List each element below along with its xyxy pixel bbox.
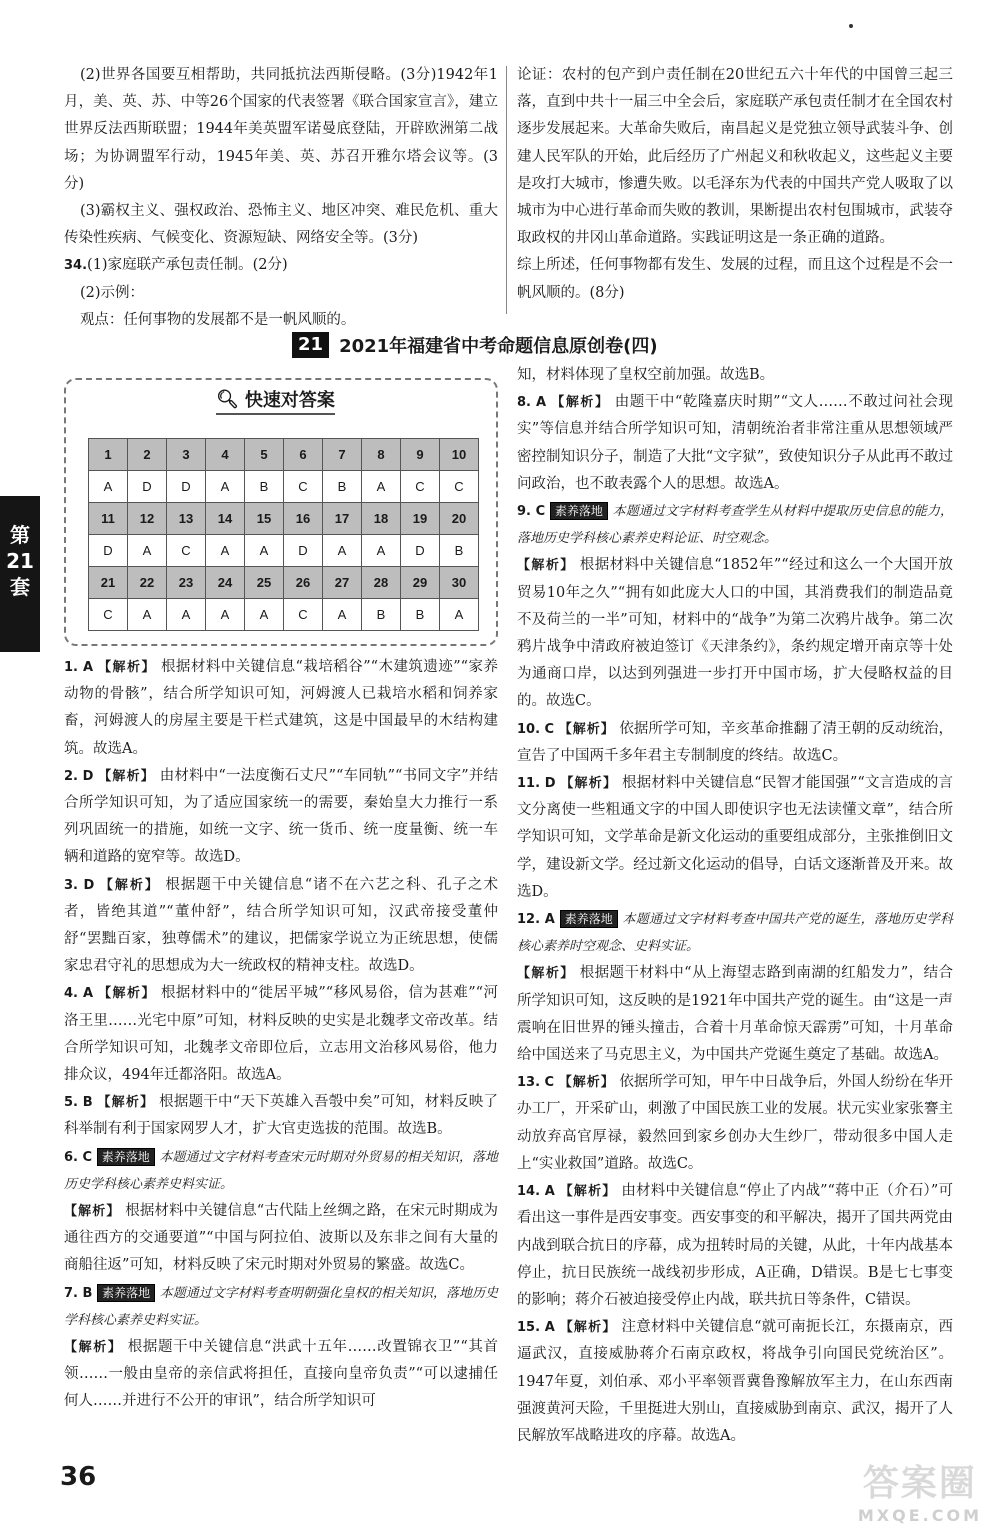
answer-item [64, 872, 498, 981]
question-number-cell: 14 [206, 503, 245, 535]
answer-text: 根据材料中关键信息“古代陆上丝绸之路，在宋元时期成为通往西方的交通要道”“中国与阿拉伯、波斯以及东非之间有大量的商船往返”可知，材料反映了宋元时期对外贸易的繁盛。故选C。 [64, 1203, 498, 1274]
answer-item [517, 498, 953, 552]
top-left-block [64, 62, 498, 334]
quick-answer-title [216, 386, 335, 412]
answer-text: 根据题干材料中“从上海望志路到南湖的红船发力”，结合所学知识可知，这反映的是1921年中国共产党的诞生。由“这是一声震响在旧世界的锤头撞击，合着十月革命惊天霹雳”可知，十月革命给中国送来了马克思主义，为中国共产党诞生奠定了基础。故选A。 [517, 965, 953, 1064]
literacy-badge: 素养落地 [97, 1148, 155, 1166]
answer-number-row [89, 439, 479, 471]
answer-item [517, 906, 953, 960]
left-answers-column [64, 654, 498, 1416]
answer-letter-row [89, 599, 479, 631]
question-number-cell: 2 [128, 439, 167, 471]
argument-paragraph: 论证：农村的包产到户责任制在20世纪五六十年代的中国曾三起三落，直到中共十一届三中全会后，家庭联产承包责任制才在全国农村逐步发展起来。大革命失败后，南昌起义是党独立领导武装斗争、创建人民军队的开始，此后经历了广州起义和秋收起义，这些起义主要是攻打大城市，惨遭失败。以毛泽东为代表的中国共产党人吸取了以城市为中心进行革命而失败的教训，果断提出农村包围城市，武装夺取政权的井冈山革命道路。实践证明这是一条正确的道路。 [517, 67, 953, 247]
answer-text: 依据所学可知，辛亥革命推翻了清王朝的反动统治，宣告了中国两千多年君主专制制度的终结。故选C。 [517, 720, 954, 764]
answer-number: 8. A [517, 395, 547, 411]
section-title [292, 330, 658, 360]
answer-letter-cell: D [284, 535, 323, 567]
question-number-cell: 20 [440, 503, 479, 535]
answer-letter-cell: A [245, 599, 284, 631]
answer-text: 根据材料中关键信息“栽培稻谷”“木建筑遗迹”“家养动物的骨骸”，结合所学知识可知，河姆渡人已栽培水稻和饲养家畜，河姆渡人的房屋主要是干栏式建筑，这是中国最早的木结构建筑。故选A。 [64, 659, 498, 757]
question-number: 34. [64, 258, 88, 274]
answer-text: 由材料中关键信息“停止了内战”“蒋中正（介石）”可看出这一事件是西安事变。西安事变的和平解决，揭开了国共两党由内战到联合抗日的序幕，成为扭转时局的关键，从此，十年内战基本停止，抗日民族统一战线初步形成，A正确，D错误。B是七七事变的影响；蒋介石被迫接受停止内战，联共抗日等条件，C错误。 [517, 1183, 954, 1308]
answer-letter-cell: A [89, 471, 128, 503]
answer-letter-cell: B [362, 599, 401, 631]
answer-34-part1 [64, 252, 498, 279]
answer-text: 根据题干中关键信息“诸不在六艺之科、孔子之术者，皆绝其道”“董仲舒”，结合所学知识可知，汉武帝接受董仲舒“罢黜百家，独尊儒术”的建议，把儒家学说立为正统思想，使儒家忠君守礼的思想成为大一统政权的精神支柱。故选D。 [64, 876, 498, 975]
answer-item [64, 654, 498, 763]
answer-letter-cell: A [128, 535, 167, 567]
answer-number: 11. D [517, 776, 556, 792]
analysis-tag: 【解析】 [558, 1075, 615, 1091]
answer-item [64, 980, 498, 1089]
answer-number: 9. C [517, 504, 546, 520]
conclusion-paragraph: 综上所述，任何事物都有发生、发展的过程，而且这个过程是不会一帆风顺的。(8分) [517, 257, 953, 301]
answer-text: 根据材料中关键信息“民智才能国强”“文言造成的言文分离使一些粗通文字的中国人即使识字也无法读懂文章”，结合所学知识可知，文学革命是新文化运动的重要组成部分，主张推倒旧文学，建设新文学。经过新文化运动的倡导，白话文逐渐普及开来。故选D。 [517, 775, 953, 900]
answer-item [517, 770, 953, 906]
answer-item [64, 1144, 498, 1198]
ink-dot [849, 24, 853, 28]
question-number-cell: 23 [167, 567, 206, 599]
answer-item [64, 1280, 498, 1334]
question-number-cell: 1 [89, 439, 128, 471]
question-number-cell: 29 [401, 567, 440, 599]
answer-letter-cell: A [167, 599, 206, 631]
question-number-cell: 9 [401, 439, 440, 471]
question-number-cell: 19 [401, 503, 440, 535]
answer-text: 根据题干中“天下英雄入吾彀中矣”可知，材料反映了科举制有利于国家网罗人才，扩大官吏选拔的范围。故选B。 [64, 1094, 498, 1138]
analysis-tag: 【解析】 [560, 776, 618, 792]
answer-letter-cell: B [401, 599, 440, 631]
question-number-cell: 22 [128, 567, 167, 599]
answer-analysis [517, 552, 953, 715]
answer-letter-cell: A [128, 599, 167, 631]
answer-number: 15. A [517, 1320, 555, 1336]
question-number-cell: 13 [167, 503, 206, 535]
answer-item [517, 389, 953, 498]
question-number-cell: 8 [362, 439, 401, 471]
answer-number: 3. D [64, 877, 95, 893]
answer-letter-cell: B [440, 535, 479, 567]
answer-number: 2. D [64, 768, 94, 784]
answer-number: 6. C [64, 1149, 93, 1165]
analysis-tag: 【解析】 [98, 986, 156, 1002]
answer-item [64, 1089, 498, 1143]
quick-answer-box [64, 378, 498, 646]
answer-letter-cell: A [206, 599, 245, 631]
literacy-badge: 素养落地 [97, 1284, 155, 1302]
question-number-cell: 6 [284, 439, 323, 471]
quick-answer-title-text: 快速对答案 [244, 390, 335, 411]
answer-letter-cell: C [401, 471, 440, 503]
question-number-cell: 21 [89, 567, 128, 599]
literacy-badge: 素养落地 [560, 910, 618, 928]
answer-number: 14. A [517, 1184, 555, 1200]
literacy-note: 本题通过文字材料考查明朝强化皇权的相关知识，落地历史学科核心素养史料实证。 [64, 1285, 498, 1328]
question-number-cell: 4 [206, 439, 245, 471]
answer-text: (1)家庭联产承包责任制。(2分) [87, 257, 288, 274]
question-number-cell: 25 [245, 567, 284, 599]
answer-34-viewpoint: 观点：任何事物的发展都不是一帆风顺的。 [79, 311, 356, 328]
analysis-tag: 【解析】 [517, 966, 575, 982]
literacy-note: 本题通过文字材料考查中国共产党的诞生，落地历史学科核心素养时空观念、史料实证。 [517, 912, 953, 955]
question-number-cell: 17 [323, 503, 362, 535]
answer-number-row [89, 503, 479, 535]
question-number-cell: 28 [362, 567, 401, 599]
answer-analysis [64, 1198, 498, 1280]
answer-item [517, 1314, 953, 1450]
literacy-badge: 素养落地 [550, 502, 608, 520]
answer-letter-cell: A [206, 535, 245, 567]
answer-text: 注意材料中关键信息“就可南扼长江，东摄南京，西逼武汉，直接威胁蒋介石南京政权，将战争引向国民党统治区”。1947年夏，刘伯承、邓小平率领晋冀鲁豫解放军主力，在山东西南强渡黄河天险，千里挺进大别山，直接威胁到南京、武汉，揭开了人民解放军战略进攻的序幕。故选A。 [517, 1319, 953, 1444]
side-tab [0, 496, 40, 652]
literacy-note: 本题通过文字材料考查学生从材料中提取历史信息的能力，落地历史学科核心素养史料论证、时空观念。 [517, 504, 954, 547]
analysis-tag: 【解析】 [559, 1184, 617, 1200]
question-number-cell: 7 [323, 439, 362, 471]
title-underline [216, 413, 335, 415]
answer-33-part3: (3)霸权主义、强权政治、恐怖主义、地区冲突、难民危机、重大传染性疾病、气候变化、资源短缺、网络安全等。(3分) [64, 203, 498, 247]
analysis-tag: 【解析】 [97, 1095, 155, 1111]
watermark [858, 1455, 982, 1525]
question-number-cell: 26 [284, 567, 323, 599]
answer-analysis [517, 960, 953, 1069]
question-number-cell: 16 [284, 503, 323, 535]
watermark-url: MXQE.COM [857, 1506, 982, 1525]
analysis-tag: 【解析】 [98, 660, 156, 675]
answer-letter-cell: A [323, 599, 362, 631]
answer-letter-cell: B [323, 471, 362, 503]
answer-letter-row [89, 471, 479, 503]
answer-letter-cell: D [401, 535, 440, 567]
question-number-cell: 5 [245, 439, 284, 471]
right-answers-column [517, 362, 953, 1450]
analysis-tag: 【解析】 [558, 721, 615, 737]
question-number-cell: 15 [245, 503, 284, 535]
question-number-cell: 10 [440, 439, 479, 471]
answer-letter-cell: A [440, 599, 479, 631]
answer-letter-cell: C [440, 471, 479, 503]
answer-table [88, 438, 479, 631]
question-number-cell: 24 [206, 567, 245, 599]
question-number-cell: 12 [128, 503, 167, 535]
top-right-block [517, 62, 953, 307]
answer-34-part2: (2)示例： [79, 284, 144, 301]
answer-text: 根据材料中关键信息“1852年”“经过和这么一个大国开放贸易10年之久”“拥有如此庞大人口的中国，其消费我们的制造品竟不及荷兰的一半”可知，材料中的“战争”为第二次鸦片战争。第二次鸦片战争中清政府被迫签订《天津条约》，条约规定增开南京等十处为通商口岸，以达到列强进一步打开中国市场，扩大侵略权益的目的。故选C。 [517, 557, 953, 710]
magnifier-icon: 🔍︎ [216, 388, 239, 410]
answer-letter-cell: A [323, 535, 362, 567]
answer-letter-cell: D [128, 471, 167, 503]
question-number-cell: 30 [440, 567, 479, 599]
answer-33-part2: (2)世界各国要互相帮助，共同抵抗法西斯侵略。(3分)1942年1月，美、英、苏、中等26个国家的代表签署《联合国家宣言》，建立世界反法西斯联盟；1944年美英盟军诺曼底登陆，开辟欧洲第二战场；为协调盟军行动，1945年美、英、苏召开雅尔塔会议等。(3分) [64, 67, 498, 192]
answer-number: 12. A [517, 912, 555, 928]
answer-letter-cell: A [362, 535, 401, 567]
side-tab-number: 21 [6, 549, 34, 573]
answer-letter-cell: D [89, 535, 128, 567]
answer-number: 4. A [64, 986, 94, 1002]
side-tab-char: 套 [10, 575, 30, 599]
literacy-note: 本题通过文字材料考查宋元时期对外贸易的相关知识，落地历史学科核心素养史料实证。 [64, 1149, 498, 1192]
side-tab-char: 第 [10, 523, 30, 547]
answer-letter-cell: C [167, 535, 206, 567]
answer-letter-cell: D [167, 471, 206, 503]
section-title-text: 2021年福建省中考命题信息原创卷(四) [339, 336, 658, 357]
answer-number: 10. C [517, 721, 555, 737]
question-number-cell: 11 [89, 503, 128, 535]
answer-letter-cell: A [206, 471, 245, 503]
answer-text: 由材料中“一法度衡石丈尺”“车同轨”“书同文字”并结合所学知识可知，为了适应国家统一的需要，秦始皇大力推行一系列巩固统一的措施，如统一文字、统一货币、统一度量衡、统一车辆和道路的宽窄等。故选D。 [64, 767, 498, 866]
answer-item [517, 1178, 953, 1314]
answer-text: 根据题干中关键信息“洪武十五年……改置锦衣卫”“其首领……一般由皇帝的亲信武将担任，直接向皇帝负责”“可以逮捕任何人……并进行不公开的审讯”，结合所学知识可 [64, 1339, 498, 1410]
answer-item [64, 763, 498, 872]
page-number: 36 [60, 1462, 97, 1492]
watermark-logo-text: 答案圈 [862, 1463, 977, 1504]
question-number-cell: 3 [167, 439, 206, 471]
answer-letter-cell: C [284, 471, 323, 503]
answer-item [517, 716, 953, 770]
question-number-cell: 18 [362, 503, 401, 535]
answer-number: 1. A [64, 660, 94, 675]
analysis-tag: 【解析】 [99, 877, 160, 893]
answer-7-continued: 知，材料体现了皇权空前加强。故选B。 [517, 367, 775, 383]
answer-text: 依据所学可知，甲午中日战争后，外国人纷纷在华开办工厂，开采矿山，刺激了中国民族工业的发展。状元实业家张謇主动放弃高官厚禄，毅然回到家乡创办大生纱厂，带动很多中国人走上“实业救国”道路。故选C。 [517, 1074, 954, 1172]
column-divider [506, 66, 507, 314]
answer-letter-cell: C [284, 599, 323, 631]
answer-letter-cell: A [245, 535, 284, 567]
question-number-cell: 27 [323, 567, 362, 599]
section-number: 21 [292, 332, 329, 358]
answer-number: 7. B [64, 1285, 93, 1301]
answer-letter-cell: C [89, 599, 128, 631]
answer-number: 13. C [517, 1075, 555, 1091]
answer-text: 由题干中“乾隆嘉庆时期”“文人……不敢过问社会现实”等信息并结合所学知识可知，清朝统治者非常注重从思想领域严密控制知识分子，制造了大批“文字狱”，致使知识分子从此再不敢过问政治，也不敢表露个人的思想。故选A。 [517, 394, 954, 492]
answer-item [517, 1069, 953, 1178]
answer-text: 根据材料中的“徙居平城”“移风易俗，信为甚难”“河洛王里……光宅中原”可知，材料反映的史实是北魏孝文帝改革。结合所学知识可知，北魏孝文帝即位后，立志用文治移风易俗，他力排众议，494年迁都洛阳。故选A。 [64, 985, 498, 1084]
answer-number: 5. B [64, 1095, 93, 1111]
analysis-tag: 【解析】 [98, 768, 155, 784]
answer-letter-cell: B [245, 471, 284, 503]
answer-number-row [89, 567, 479, 599]
answer-letter-row [89, 535, 479, 567]
answer-analysis [64, 1334, 498, 1416]
analysis-tag: 【解析】 [559, 1320, 617, 1336]
answer-letter-cell: A [362, 471, 401, 503]
analysis-tag: 【解析】 [551, 395, 610, 411]
analysis-tag: 【解析】 [517, 558, 575, 574]
analysis-tag: 【解析】 [64, 1204, 121, 1220]
analysis-tag: 【解析】 [64, 1340, 123, 1356]
